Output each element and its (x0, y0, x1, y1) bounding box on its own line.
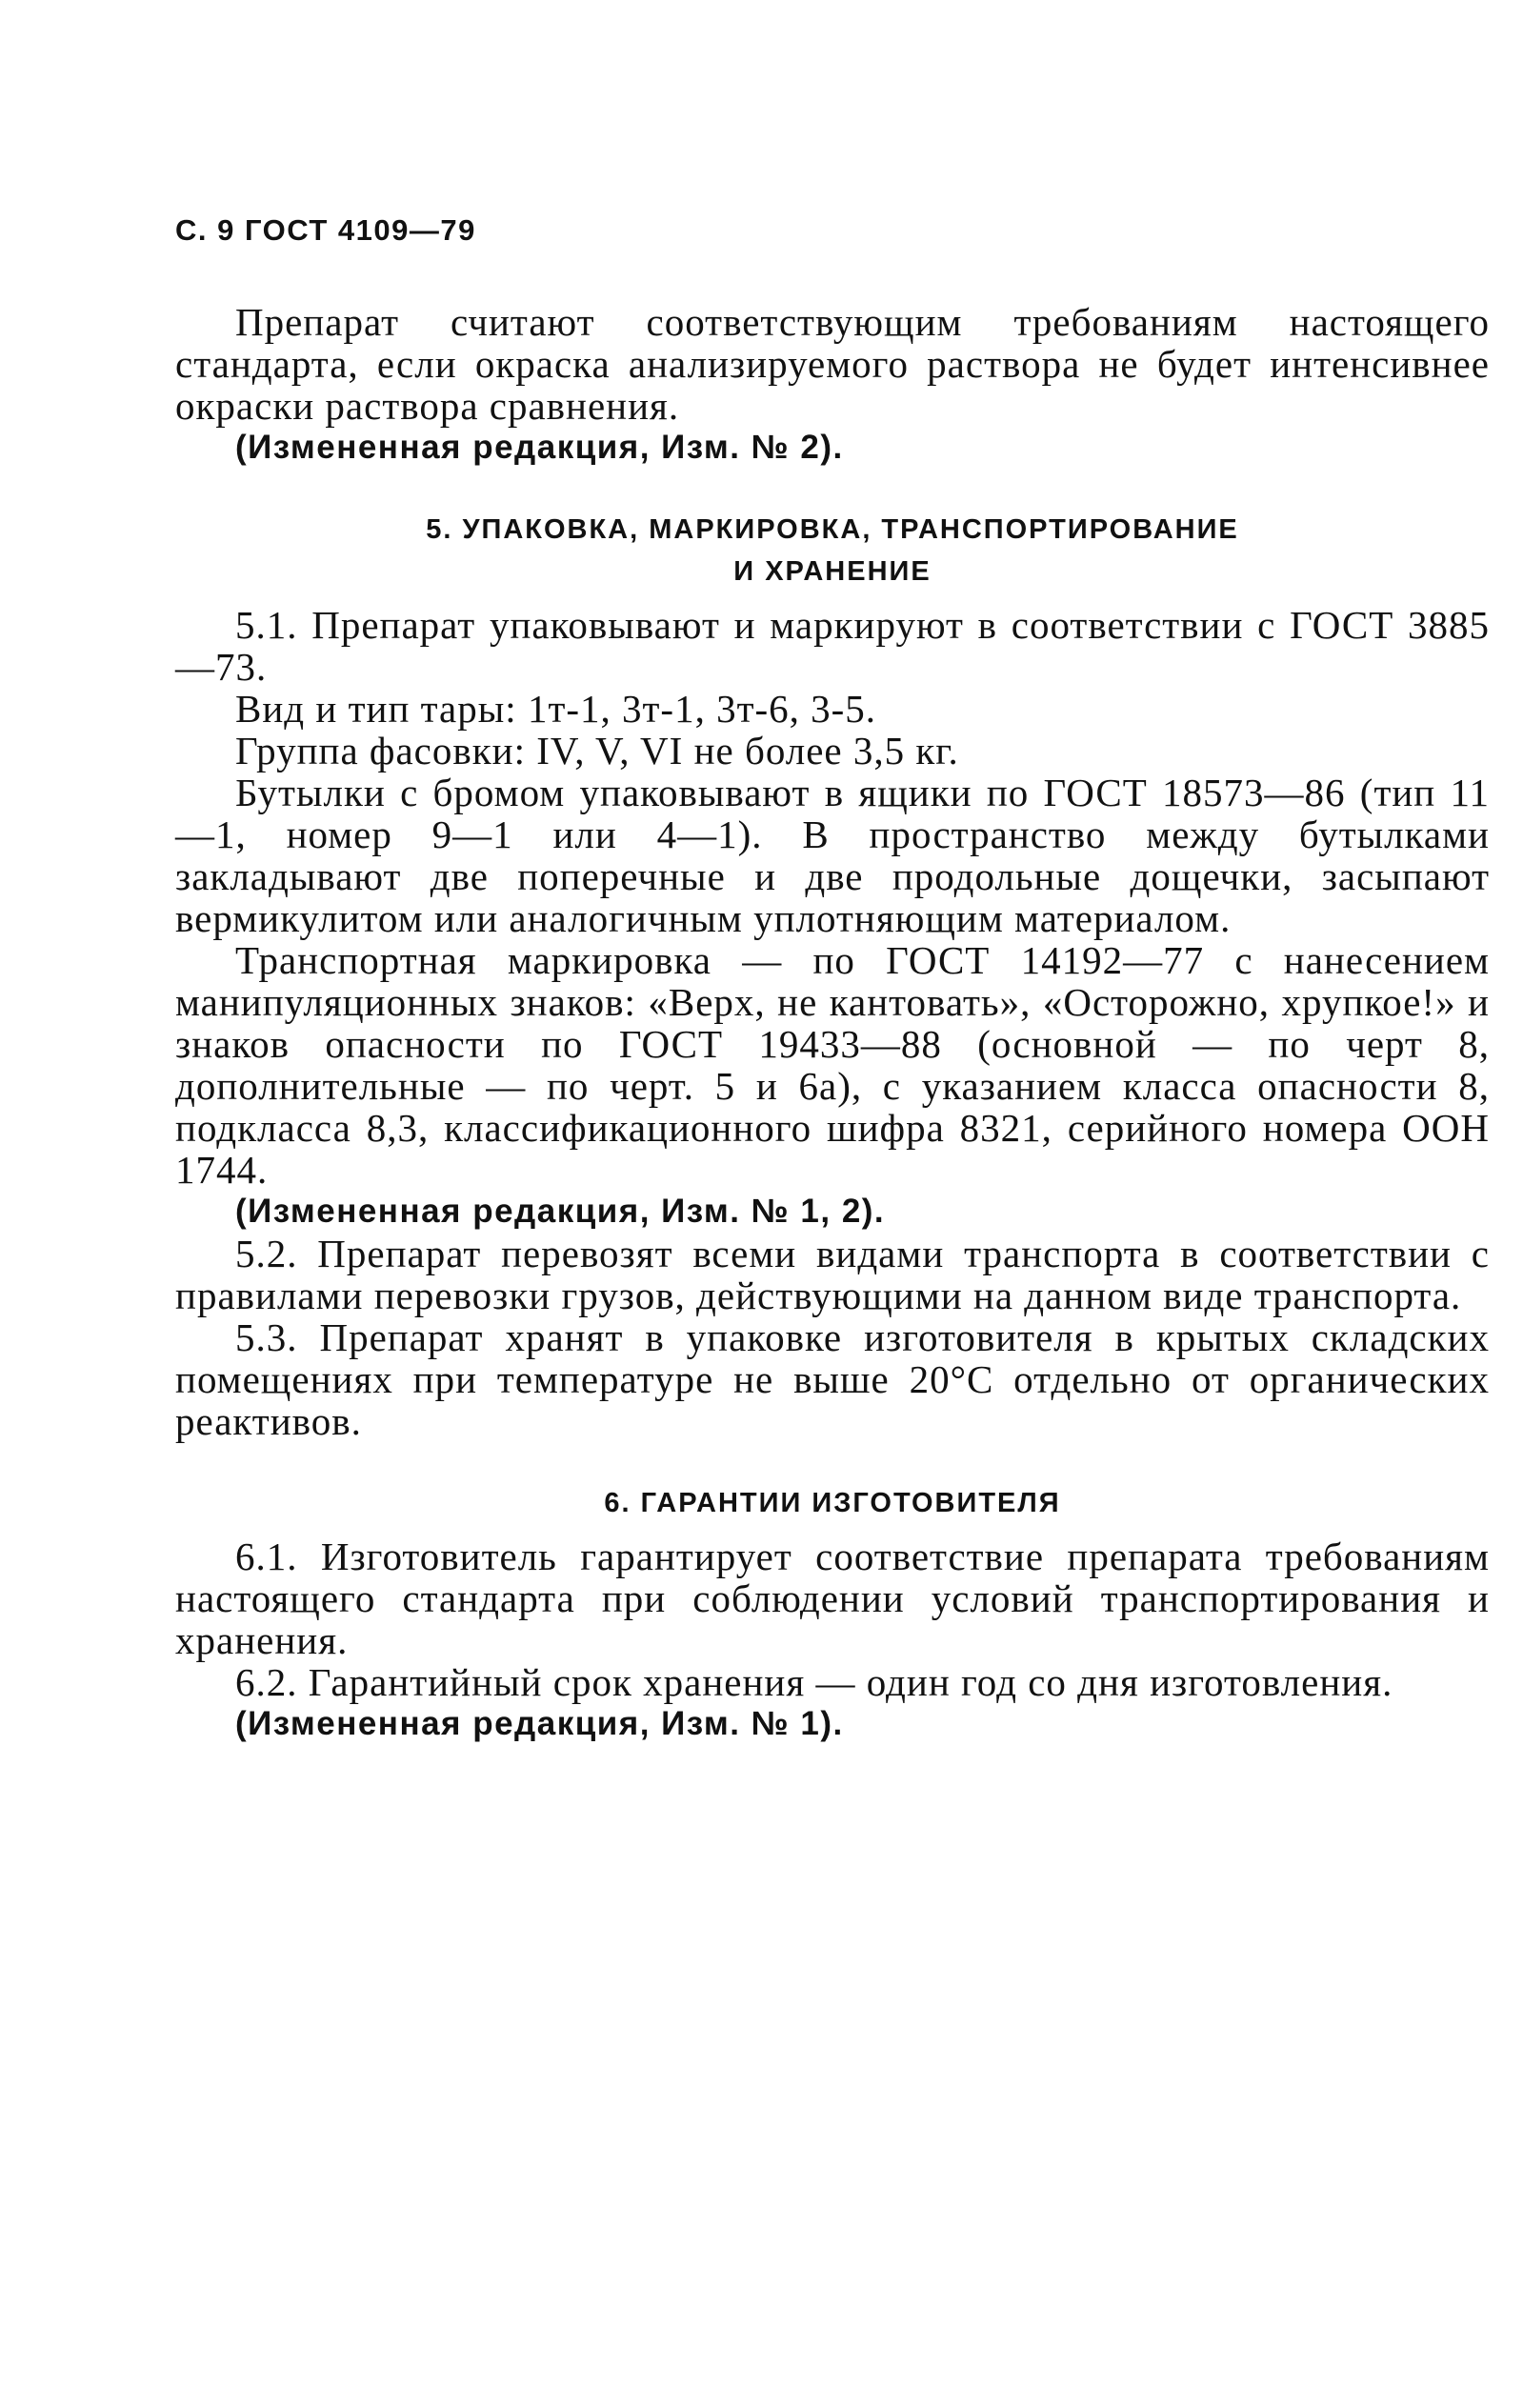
marking-paragraph: Транспортная маркировка — по ГОСТ 14192—77 с нанесением манипуляционных знаков: «Верх, не кантовать», «Осторожно, хрупкое!» и знаков опасности по ГОСТ 19433—88 (основной — по черт 8, дополнительные — по черт. 5 и 6а), с указанием класса опасности 8, подкласса 8,3, классификационного шифра 8321, серийного номера ООН 1744. (175, 938, 1490, 1192)
intro-paragraph: Препарат считают соответствующим требованиям настоящего стандарта, если окраска анализируемого раствора не будет интенсивнее окраски раствора сравнения. (175, 300, 1490, 428)
packaging-type-paragraph: Вид и тип тары: 1т-1, 3т-1, 3т-6, 3-5. (235, 687, 877, 731)
clause-6-2: 6.2. Гарантийный срок хранения — один год со дня изготовления. (235, 1660, 1393, 1704)
packing-group-paragraph: Группа фасовки: IV, V, VI не более 3,5 кг. (235, 729, 959, 773)
clause-5-2: 5.2. Препарат перевозят всеми видами транспорта в соответствии с правилами перевозки грузов, действующими на данном виде транспорта. (175, 1232, 1490, 1317)
amendment-note: (Измененная редакция, Изм. № 1, 2). (235, 1193, 886, 1230)
clause-5-1: 5.1. Препарат упаковывают и маркируют в соответствии с ГОСТ 3885—73. (175, 603, 1490, 689)
document-page (175, 210, 1490, 1745)
section-title-line: 5. УПАКОВКА, МАРКИРОВКА, ТРАНСПОРТИРОВАНИЕ (426, 514, 1239, 545)
clause-6-1: 6.1. Изготовитель гарантирует соответствие препарата требованиям настоящего стандарта при соблюдении условий транспортирования и хранения. (175, 1535, 1490, 1662)
amendment-note: (Измененная редакция, Изм. № 2). (235, 429, 844, 466)
amendment-note: (Измененная редакция, Изм. № 1). (235, 1705, 844, 1742)
section-title-line: И ХРАНЕНИЕ (733, 556, 932, 587)
page-header: С. 9 ГОСТ 4109—79 (175, 213, 476, 247)
section-5-heading (175, 509, 1490, 592)
bottles-paragraph: Бутылки с бромом упаковывают в ящики по ГОСТ 18573—86 (тип 11—1, номер 9—1 или 4—1). В пространство между бутылками закладывают две поперечные и две продольные дощечки, засыпают вермикулитом или аналогичным уплотняющим материалом. (175, 771, 1490, 940)
section-6-heading (175, 1482, 1490, 1524)
section-title-line: 6. ГАРАНТИИ ИЗГОТОВИТЕЛЯ (604, 1488, 1061, 1518)
clause-5-3: 5.3. Препарат хранят в упаковке изготовителя в крытых складских помещениях при температуре не выше 20°С отдельно от органических реактивов. (175, 1315, 1490, 1443)
